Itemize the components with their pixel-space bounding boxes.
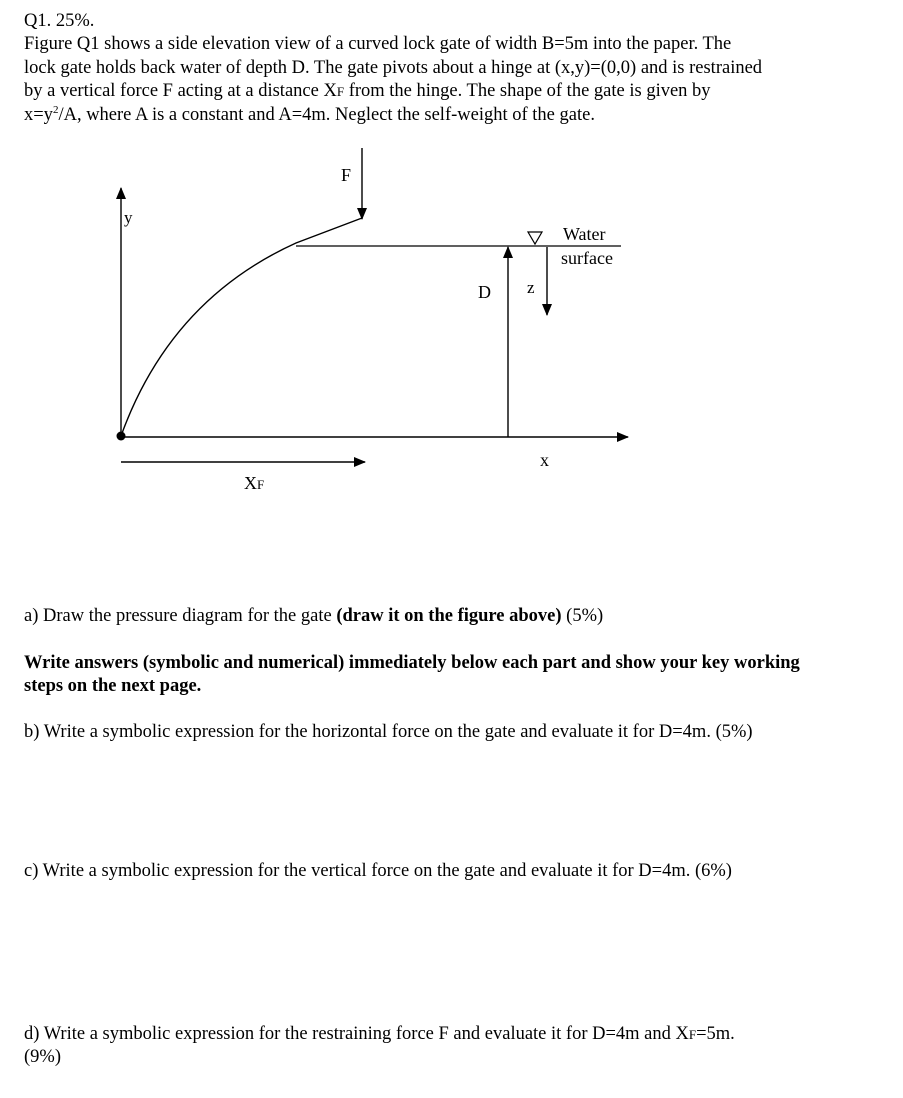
part-d: d) Write a symbolic expression for the restraining force F and evaluate it for D=4m and XF=5m. (9%) [24,1024,735,1068]
question-line-3: by a vertical force F acting at a distance XF from the hinge. The shape of the gate is given by [24,81,711,102]
part-c: c) Write a symbolic expression for the vertical force on the gate and evaluate it for D=4m. (6%) [24,861,732,881]
question-heading: Q1. 25%. [24,11,95,31]
curved-gate [121,218,362,436]
force-label: F [341,165,352,185]
answer-instructions: Write answers (symbolic and numerical) immediately below each part and show your key working steps on the next page. [24,653,800,697]
water-surface-icon [528,232,542,244]
depth-label: D [478,282,491,302]
question-line-4: $x=y^2/A$, where A is a constant and A=4m. Neglect the self-weight of the gate. [24,103,595,125]
xf-label: XF [244,473,265,493]
y-axis-label: y [124,208,133,227]
water-label-2: surface [561,248,613,268]
part-b: b) Write a symbolic expression for the horizontal force on the gate and evaluate it for D=4m. (5%) [24,722,753,742]
x-axis-label: x [540,450,549,470]
part-a: a) Draw the pressure diagram for the gate (draw it on the figure above) (5%) [24,606,604,626]
question-line-2: lock gate holds back water of depth D. The gate pivots about a hinge at (x,y)=(0,0) and is restrained [24,57,763,78]
question-line-1: Figure Q1 shows a side elevation view of a curved lock gate of width B=5m into the paper. The [24,34,732,55]
z-label: z [527,278,535,297]
water-label-1: Water [563,224,606,244]
